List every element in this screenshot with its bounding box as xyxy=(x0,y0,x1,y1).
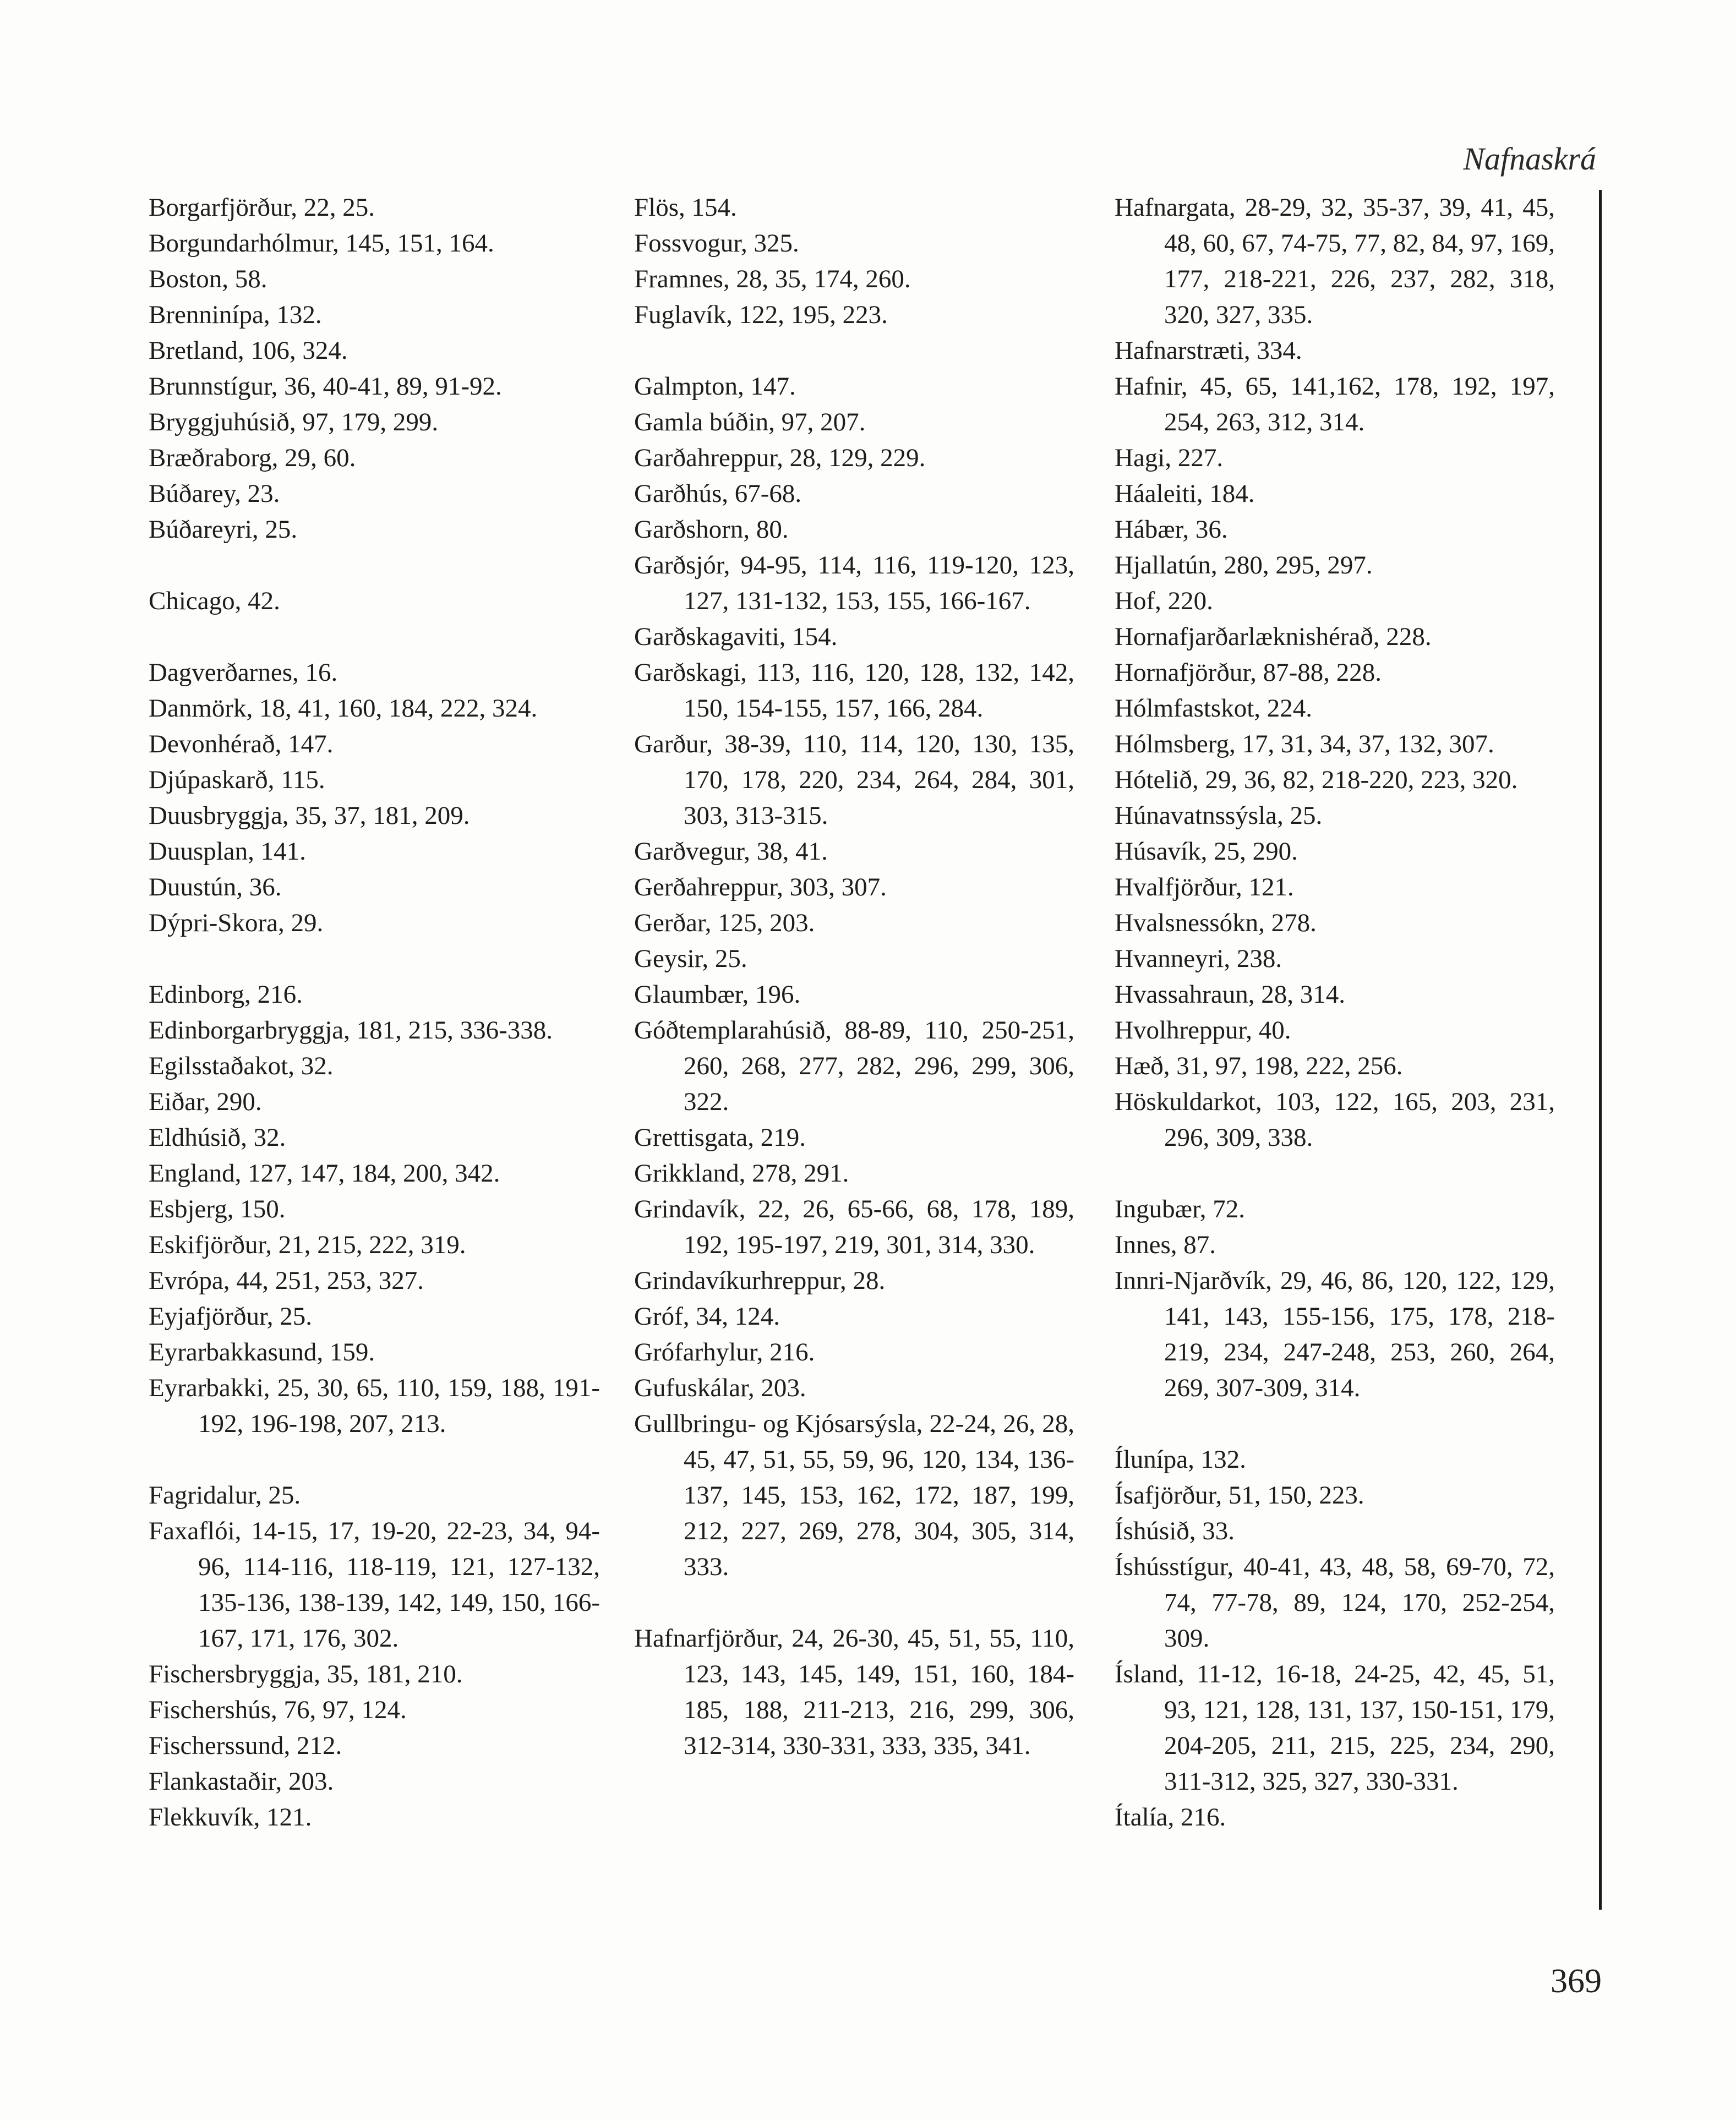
index-entry: Duustún, 36. xyxy=(149,873,282,901)
group-gap xyxy=(149,548,600,583)
index-entry: Fagridalur, 25. xyxy=(149,1481,301,1510)
index-entry: Hafnarstræti, 334. xyxy=(1115,336,1302,365)
index-entry: Góðtemplarahúsið, 88-89, 110, 250-251, 260, 268, 277, 282, 296, 299, 306, 322. xyxy=(634,1016,1074,1116)
index-entry: Edinborgarbryggja, 181, 215, 336-338. xyxy=(149,1016,553,1045)
index-entry: Hvalfjörður, 121. xyxy=(1115,873,1294,901)
index-entry: Danmörk, 18, 41, 160, 184, 222, 324. xyxy=(149,694,538,723)
column-rule xyxy=(1599,190,1602,1910)
index-entry: Esbjerg, 150. xyxy=(149,1195,286,1223)
index-entry: Grófarhylur, 216. xyxy=(634,1338,815,1366)
index-entry: Evrópa, 44, 251, 253, 327. xyxy=(149,1266,424,1295)
index-entry: Hornafjörður, 87-88, 228. xyxy=(1115,658,1382,687)
group-gap xyxy=(149,941,600,977)
running-header: Nafnaskrá xyxy=(1463,141,1596,177)
index-entry: Hótelið, 29, 36, 82, 218-220, 223, 320. xyxy=(1115,766,1518,794)
index-entry: Grindavík, 22, 26, 65-66, 68, 178, 189, 192, 195-197, 219, 301, 314, 330. xyxy=(634,1195,1074,1259)
index-entry: Höskuldarkot, 103, 122, 165, 203, 231, 296, 309, 338. xyxy=(1115,1087,1555,1152)
index-entry: Grikkland, 278, 291. xyxy=(634,1159,849,1188)
index-entry: Hvolhreppur, 40. xyxy=(1115,1016,1291,1045)
index-entry: Boston, 58. xyxy=(149,265,268,293)
index-entry: Brenninípa, 132. xyxy=(149,300,322,329)
index-entry: Hábær, 36. xyxy=(1115,515,1228,544)
group-gap xyxy=(149,619,600,655)
index-entry: Djúpaskarð, 115. xyxy=(149,766,325,794)
index-entry: Eldhúsið, 32. xyxy=(149,1123,286,1152)
index-entry: Borgundarhólmur, 145, 151, 164. xyxy=(149,229,494,258)
index-entry: Dýpri-Skora, 29. xyxy=(149,909,324,937)
index-entry: Ísland, 11-12, 16-18, 24-25, 42, 45, 51, 93, 121, 128, 131, 137, 150-151, 179, 204-205, 211, 215, 225, 234, 290, 311-312, 325, 327, 330-331. xyxy=(1115,1660,1555,1796)
index-entry: Garðsjór, 94-95, 114, 116, 119-120, 123, 127, 131-132, 153, 155, 166-167. xyxy=(634,551,1074,615)
index-entry: Innri-Njarðvík, 29, 46, 86, 120, 122, 129, 141, 143, 155-156, 175, 178, 218-219, 234, 247-248, 253, 260, 264, 269, 307-309, 314. xyxy=(1115,1266,1555,1402)
index-entry: Garðskagi, 113, 116, 120, 128, 132, 142, 150, 154-155, 157, 166, 284. xyxy=(634,658,1074,723)
index-column-3 xyxy=(1115,190,1555,1835)
index-entry: Ísafjörður, 51, 150, 223. xyxy=(1115,1481,1364,1510)
index-entry: Ingubær, 72. xyxy=(1115,1195,1246,1223)
index-entry: Chicago, 42. xyxy=(149,587,280,615)
index-entry: Hvassahraun, 28, 314. xyxy=(1115,980,1346,1009)
index-entry: Eiðar, 290. xyxy=(149,1087,262,1116)
index-entry: Bræðraborg, 29, 60. xyxy=(149,444,356,472)
index-entry: Hornafjarðarlæknishérað, 228. xyxy=(1115,622,1432,651)
index-entry: Fischershús, 76, 97, 124. xyxy=(149,1696,407,1724)
index-entry: Eyrarbakki, 25, 30, 65, 110, 159, 188, 191-192, 196-198, 207, 213. xyxy=(149,1374,600,1438)
index-entry: Grindavíkurhreppur, 28. xyxy=(634,1266,886,1295)
index-entry: Gamla búðin, 97, 207. xyxy=(634,408,866,436)
index-entry: Gerðar, 125, 203. xyxy=(634,909,815,937)
index-entry: Ítalía, 216. xyxy=(1115,1803,1226,1832)
index-entry: Galmpton, 147. xyxy=(634,372,796,401)
index-entry: Hvanneyri, 238. xyxy=(1115,944,1282,973)
index-entry: Dagverðarnes, 16. xyxy=(149,658,338,687)
index-entry: Glaumbær, 196. xyxy=(634,980,801,1009)
index-entry: Framnes, 28, 35, 174, 260. xyxy=(634,265,911,293)
index-entry: Hafnarfjörður, 24, 26-30, 45, 51, 55, 110, 123, 143, 145, 149, 151, 160, 184-185, 188, 211-213, 216, 299, 306, 312-314, 330-331, 333, 335, 341. xyxy=(634,1624,1074,1760)
index-entry: Egilsstaðakot, 32. xyxy=(149,1052,334,1080)
index-entry: Háaleiti, 184. xyxy=(1115,479,1255,508)
index-entry: Garðskagaviti, 154. xyxy=(634,622,838,651)
index-column-1 xyxy=(149,190,600,1835)
index-entry: Fischersbryggja, 35, 181, 210. xyxy=(149,1660,463,1688)
index-entry: Flekkuvík, 121. xyxy=(149,1803,312,1832)
index-entry: Garðvegur, 38, 41. xyxy=(634,837,828,866)
index-entry: Gufuskálar, 203. xyxy=(634,1374,806,1402)
index-entry: Ílunípa, 132. xyxy=(1115,1445,1246,1474)
index-entry: Hæð, 31, 97, 198, 222, 256. xyxy=(1115,1052,1403,1080)
index-entry: Borgarfjörður, 22, 25. xyxy=(149,193,375,222)
group-gap xyxy=(634,1585,1074,1621)
index-entry: Garður, 38-39, 110, 114, 120, 130, 135, 170, 178, 220, 234, 264, 284, 301, 303, 313-315. xyxy=(634,730,1074,830)
index-entry: Fossvogur, 325. xyxy=(634,229,799,258)
index-entry: Hafnargata, 28-29, 32, 35-37, 39, 41, 45, 48, 60, 67, 74-75, 77, 82, 84, 97, 169, 177, 218-221, 226, 237, 282, 318, 320, 327, 335. xyxy=(1115,193,1555,329)
index-entry: Búðareyri, 25. xyxy=(149,515,298,544)
index-entry: Innes, 87. xyxy=(1115,1231,1216,1259)
index-entry: Hólmsberg, 17, 31, 34, 37, 132, 307. xyxy=(1115,730,1494,758)
group-gap xyxy=(634,333,1074,369)
index-entry: Gerðahreppur, 303, 307. xyxy=(634,873,887,901)
index-entry: Grettisgata, 219. xyxy=(634,1123,806,1152)
group-gap xyxy=(1115,1406,1555,1442)
group-gap xyxy=(149,1442,600,1478)
index-entry: Búðarey, 23. xyxy=(149,479,280,508)
index-entry: Devonhérað, 147. xyxy=(149,730,334,758)
index-entry: Geysir, 25. xyxy=(634,944,747,973)
index-entry: Íshússtígur, 40-41, 43, 48, 58, 69-70, 72, 74, 77-78, 89, 124, 170, 252-254, 309. xyxy=(1115,1553,1555,1653)
index-column-2 xyxy=(634,190,1074,1764)
index-entry: Hafnir, 45, 65, 141,162, 178, 192, 197, 254, 263, 312, 314. xyxy=(1115,372,1555,436)
index-entry: Garðhús, 67-68. xyxy=(634,479,802,508)
index-entry: Hólmfastskot, 224. xyxy=(1115,694,1313,723)
index-entry: Flös, 154. xyxy=(634,193,737,222)
index-entry: Gullbringu- og Kjósarsýsla, 22-24, 26, 28, 45, 47, 51, 55, 59, 96, 120, 134, 136-137, 145, 153, 162, 172, 187, 199, 212, 227, 269, 278, 304, 305, 314, 333. xyxy=(634,1409,1074,1581)
index-entry: Garðahreppur, 28, 129, 229. xyxy=(634,444,926,472)
index-entry: Garðshorn, 80. xyxy=(634,515,789,544)
index-entry: Fischerssund, 212. xyxy=(149,1731,342,1760)
index-entry: Húnavatnssýsla, 25. xyxy=(1115,801,1323,830)
index-entry: Bryggjuhúsið, 97, 179, 299. xyxy=(149,408,439,436)
page-number: 369 xyxy=(1551,1963,1602,2000)
index-entry: Brunnstígur, 36, 40-41, 89, 91-92. xyxy=(149,372,502,401)
index-entry: Húsavík, 25, 290. xyxy=(1115,837,1298,866)
index-entry: Eyrarbakkasund, 159. xyxy=(149,1338,375,1366)
index-entry: Hagi, 227. xyxy=(1115,444,1224,472)
index-entry: England, 127, 147, 184, 200, 342. xyxy=(149,1159,500,1188)
index-entry: Faxaflói, 14-15, 17, 19-20, 22-23, 34, 94-96, 114-116, 118-119, 121, 127-132, 135-136, 138-139, 142, 149, 150, 166-167, 171, 176, 302. xyxy=(149,1517,600,1653)
index-entry: Duusplan, 141. xyxy=(149,837,306,866)
index-entry: Duusbryggja, 35, 37, 181, 209. xyxy=(149,801,470,830)
index-entry: Hjallatún, 280, 295, 297. xyxy=(1115,551,1373,580)
index-entry: Hvalsnessókn, 278. xyxy=(1115,909,1317,937)
index-entry: Flankastaðir, 203. xyxy=(149,1767,334,1796)
index-entry: Gróf, 34, 124. xyxy=(634,1302,780,1331)
index-entry: Eskifjörður, 21, 215, 222, 319. xyxy=(149,1231,466,1259)
index-entry: Edinborg, 216. xyxy=(149,980,303,1009)
index-entry: Bretland, 106, 324. xyxy=(149,336,348,365)
index-entry: Fuglavík, 122, 195, 223. xyxy=(634,300,888,329)
index-entry: Hof, 220. xyxy=(1115,587,1213,615)
group-gap xyxy=(1115,1156,1555,1191)
index-entry: Eyjafjörður, 25. xyxy=(149,1302,313,1331)
index-entry: Íshúsið, 33. xyxy=(1115,1517,1235,1545)
